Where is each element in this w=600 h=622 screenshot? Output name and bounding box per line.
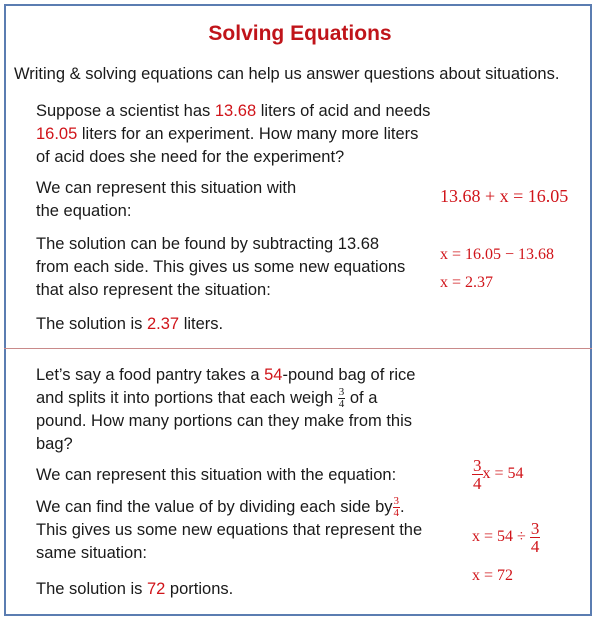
p2-divide-1: We can find the value of by dividing each side by $\frac{3}{4}$ . — [36, 495, 405, 520]
p2-divide-2: This gives us some new equations that represent the — [36, 521, 423, 539]
p1-equation-3: x = 2.37 — [440, 274, 494, 291]
p1-equation-2: x = 16.05 − 13.68 — [440, 246, 555, 263]
p2-equation-1: $\frac{3}{4}$ x = 54 — [473, 456, 524, 493]
p1-solution-2: from each side. This gives us some new equations — [36, 258, 406, 276]
p1-solution-1: The solution can be found by subtracting 13.68 — [36, 235, 380, 253]
p2-answer-value: 72 — [146, 580, 166, 598]
intro-text: Writing & solving equations can help us answer questions about situations. — [14, 65, 560, 83]
p2-line-3: pound. How many portions can they make from this — [36, 412, 413, 430]
p2-bag-weight: 54 — [264, 366, 283, 384]
p2-line-1: Let’s say a food pantry takes a 54-pound bag of rice — [36, 366, 416, 384]
p1-answer-value: 2.37 — [146, 315, 180, 333]
p1-equation-1: 13.68 + x = 16.05 — [440, 186, 569, 206]
p1-acid-amount: 13.68 — [214, 102, 257, 120]
p1-answer: The solution is 2.37 liters. — [36, 315, 224, 333]
p2-eq1-fraction: $\frac{3}{4}$ — [473, 456, 482, 493]
p1-line-2: 16.05 liters for an experiment. How many more liters — [36, 125, 419, 143]
p2-eq2-fraction: $\frac{3}{4}$ — [530, 519, 540, 556]
section-divider — [4, 348, 592, 349]
p2-divide-3: same situation: — [36, 544, 147, 562]
p2-equation-2: x = 54 ÷ $\frac{3}{4}$ — [472, 519, 540, 556]
p2-represent: We can represent this situation with the equation: — [36, 466, 397, 484]
p2-line-4: bag? — [36, 435, 73, 453]
page-title: Solving Equations — [208, 22, 392, 45]
p2-portion-fraction: $\frac{3}{4}$ — [338, 386, 345, 411]
p1-represent-1: We can represent this situation with — [36, 179, 297, 197]
p1-line-1: Suppose a scientist has 13.68 liters of acid and needs — [36, 102, 431, 120]
p2-answer: The solution is 72 portions. — [36, 580, 234, 598]
p1-solution-3: that also represent the situation: — [36, 281, 271, 299]
p2-line-2: and splits it into portions that each weigh $\frac{3}{4}$ of a — [36, 386, 378, 411]
p1-line-3: of acid does she need for the experiment? — [36, 148, 345, 166]
p1-needed-amount: 16.05 — [36, 125, 78, 143]
p2-equation-3: x = 72 — [472, 567, 514, 584]
p2-divisor-fraction: $\frac{3}{4}$ — [393, 495, 399, 520]
p1-represent-2: the equation: — [36, 202, 132, 220]
